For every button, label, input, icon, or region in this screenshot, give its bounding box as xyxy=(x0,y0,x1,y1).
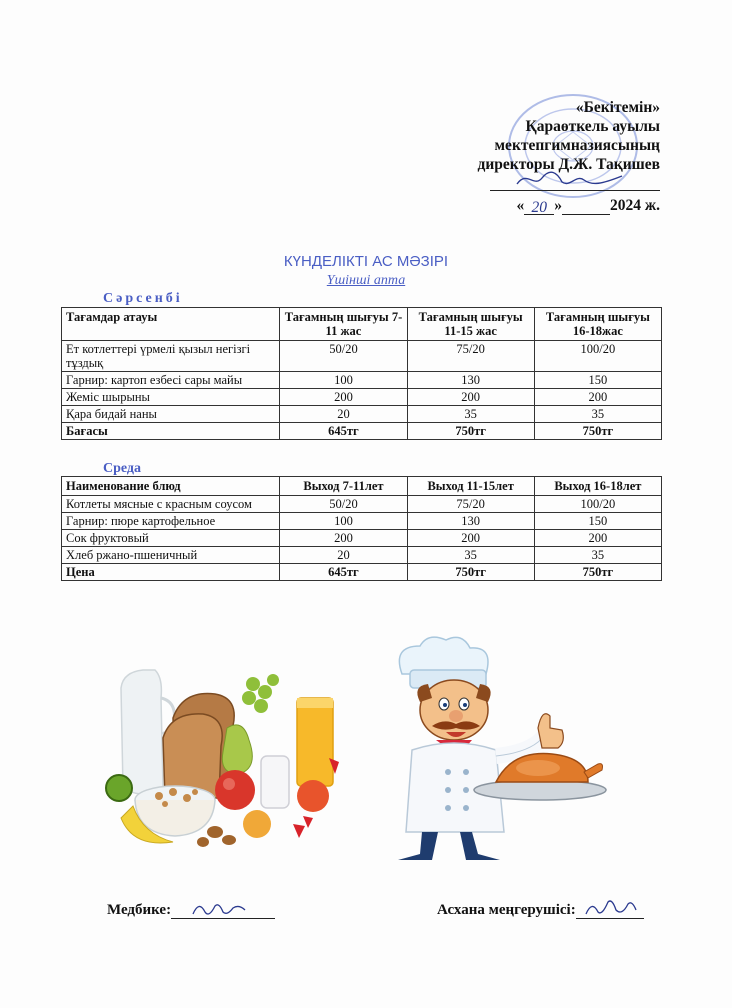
portion-cell: 150 xyxy=(534,372,661,389)
canteen-manager-signature xyxy=(437,902,644,919)
portion-cell: 100 xyxy=(280,372,407,389)
dish-name: Сок фруктовый xyxy=(62,530,280,547)
director-signature-line xyxy=(478,174,660,196)
canteen-signature-line xyxy=(576,902,644,919)
approval-block xyxy=(478,98,660,215)
portion-cell: 200 xyxy=(534,389,661,406)
portion-cell: 100/20 xyxy=(534,496,661,513)
dish-name: Қара бидай наны xyxy=(62,406,280,423)
price-cell: 750тг xyxy=(534,423,661,440)
approval-date-day: 20 xyxy=(524,198,554,215)
page-title: КҮНДЕЛІКТІ АС МӘЗІРІ xyxy=(283,253,449,270)
price-cell: 750тг xyxy=(407,423,534,440)
nurse-signature xyxy=(107,902,275,919)
portion-cell: 35 xyxy=(407,547,534,564)
dish-name: Гарнир: пюре картофельное xyxy=(62,513,280,530)
nurse-signature-icon xyxy=(189,898,249,920)
price-cell: 750тг xyxy=(534,564,661,581)
menu-table-ru xyxy=(61,476,662,581)
price-label: Бағасы xyxy=(62,423,280,440)
column-header: Выход 7-11лет xyxy=(280,477,407,496)
table-header-row xyxy=(62,477,662,496)
column-header: Наименование блюд xyxy=(62,477,280,496)
dish-name: Жеміс шырыны xyxy=(62,389,280,406)
day-label-kz: Сәрсенбі xyxy=(103,291,183,306)
portion-cell: 35 xyxy=(534,406,661,423)
menu-table-kz xyxy=(61,307,662,440)
price-cell: 750тг xyxy=(407,564,534,581)
portion-cell: 50/20 xyxy=(280,496,407,513)
price-cell: 645тг xyxy=(280,423,407,440)
portion-cell: 100 xyxy=(280,513,407,530)
column-header: Тағамның шығуы 16-18жас xyxy=(534,308,661,341)
portion-cell: 200 xyxy=(534,530,661,547)
portion-cell: 200 xyxy=(280,389,407,406)
portion-cell: 130 xyxy=(407,513,534,530)
portion-cell: 35 xyxy=(534,547,661,564)
portion-cell: 75/20 xyxy=(407,496,534,513)
price-row xyxy=(62,564,662,581)
director-signature-icon xyxy=(512,168,632,190)
healthy-food-illustration xyxy=(103,628,351,860)
column-header: Тағамның шығуы 7-11 жас xyxy=(280,308,407,341)
approval-date-year: 2024 ж. xyxy=(610,197,660,214)
table-row xyxy=(62,547,662,564)
approval-line-2: мектепгимназиясының xyxy=(494,137,660,154)
column-header: Тағамдар атауы xyxy=(62,308,280,341)
price-label: Цена xyxy=(62,564,280,581)
portion-cell: 20 xyxy=(280,547,407,564)
portion-cell: 50/20 xyxy=(280,341,407,372)
column-header: Выход 11-15лет xyxy=(407,477,534,496)
table-row xyxy=(62,513,662,530)
table-row xyxy=(62,372,662,389)
approval-date-month xyxy=(562,198,610,215)
chef-illustration xyxy=(362,632,640,868)
dish-name: Котлеты мясные с красным соусом xyxy=(62,496,280,513)
portion-cell: 35 xyxy=(407,406,534,423)
portion-cell: 200 xyxy=(407,530,534,547)
day-label-ru: Среда xyxy=(103,461,142,476)
dish-name: Гарнир: картоп езбесі сары майы xyxy=(62,372,280,389)
nurse-signature-line xyxy=(171,902,275,919)
table-row xyxy=(62,496,662,513)
approval-title: «Бекітемін» xyxy=(575,99,660,116)
dish-name: Хлеб ржано-пшеничный xyxy=(62,547,280,564)
table-row xyxy=(62,406,662,423)
portion-cell: 150 xyxy=(534,513,661,530)
canteen-signature-icon xyxy=(580,896,640,920)
price-cell: 645тг xyxy=(280,564,407,581)
portion-cell: 100/20 xyxy=(534,341,661,372)
price-row xyxy=(62,423,662,440)
table-row xyxy=(62,530,662,547)
portion-cell: 200 xyxy=(407,389,534,406)
approval-date: « 20 » 2024 ж. xyxy=(516,197,660,216)
page-subtitle: Үшінші апта xyxy=(326,273,406,288)
portion-cell: 20 xyxy=(280,406,407,423)
column-header: Выход 16-18лет xyxy=(534,477,661,496)
approval-line-1: Қараөткель ауылы xyxy=(525,118,660,135)
table-row xyxy=(62,389,662,406)
dish-name: Ет котлеттері үрмелі қызыл негізгі тұздық xyxy=(62,341,280,372)
table-header-row xyxy=(62,308,662,341)
portion-cell: 130 xyxy=(407,372,534,389)
portion-cell: 200 xyxy=(280,530,407,547)
approval-line-3: директоры Д.Ж. Тақишев xyxy=(477,156,660,173)
column-header: Тағамның шығуы 11-15 жас xyxy=(407,308,534,341)
table-row xyxy=(62,341,662,372)
portion-cell: 75/20 xyxy=(407,341,534,372)
nurse-label: Медбике: xyxy=(107,902,172,918)
canteen-manager-label: Асхана меңгерушісі: xyxy=(437,902,576,918)
